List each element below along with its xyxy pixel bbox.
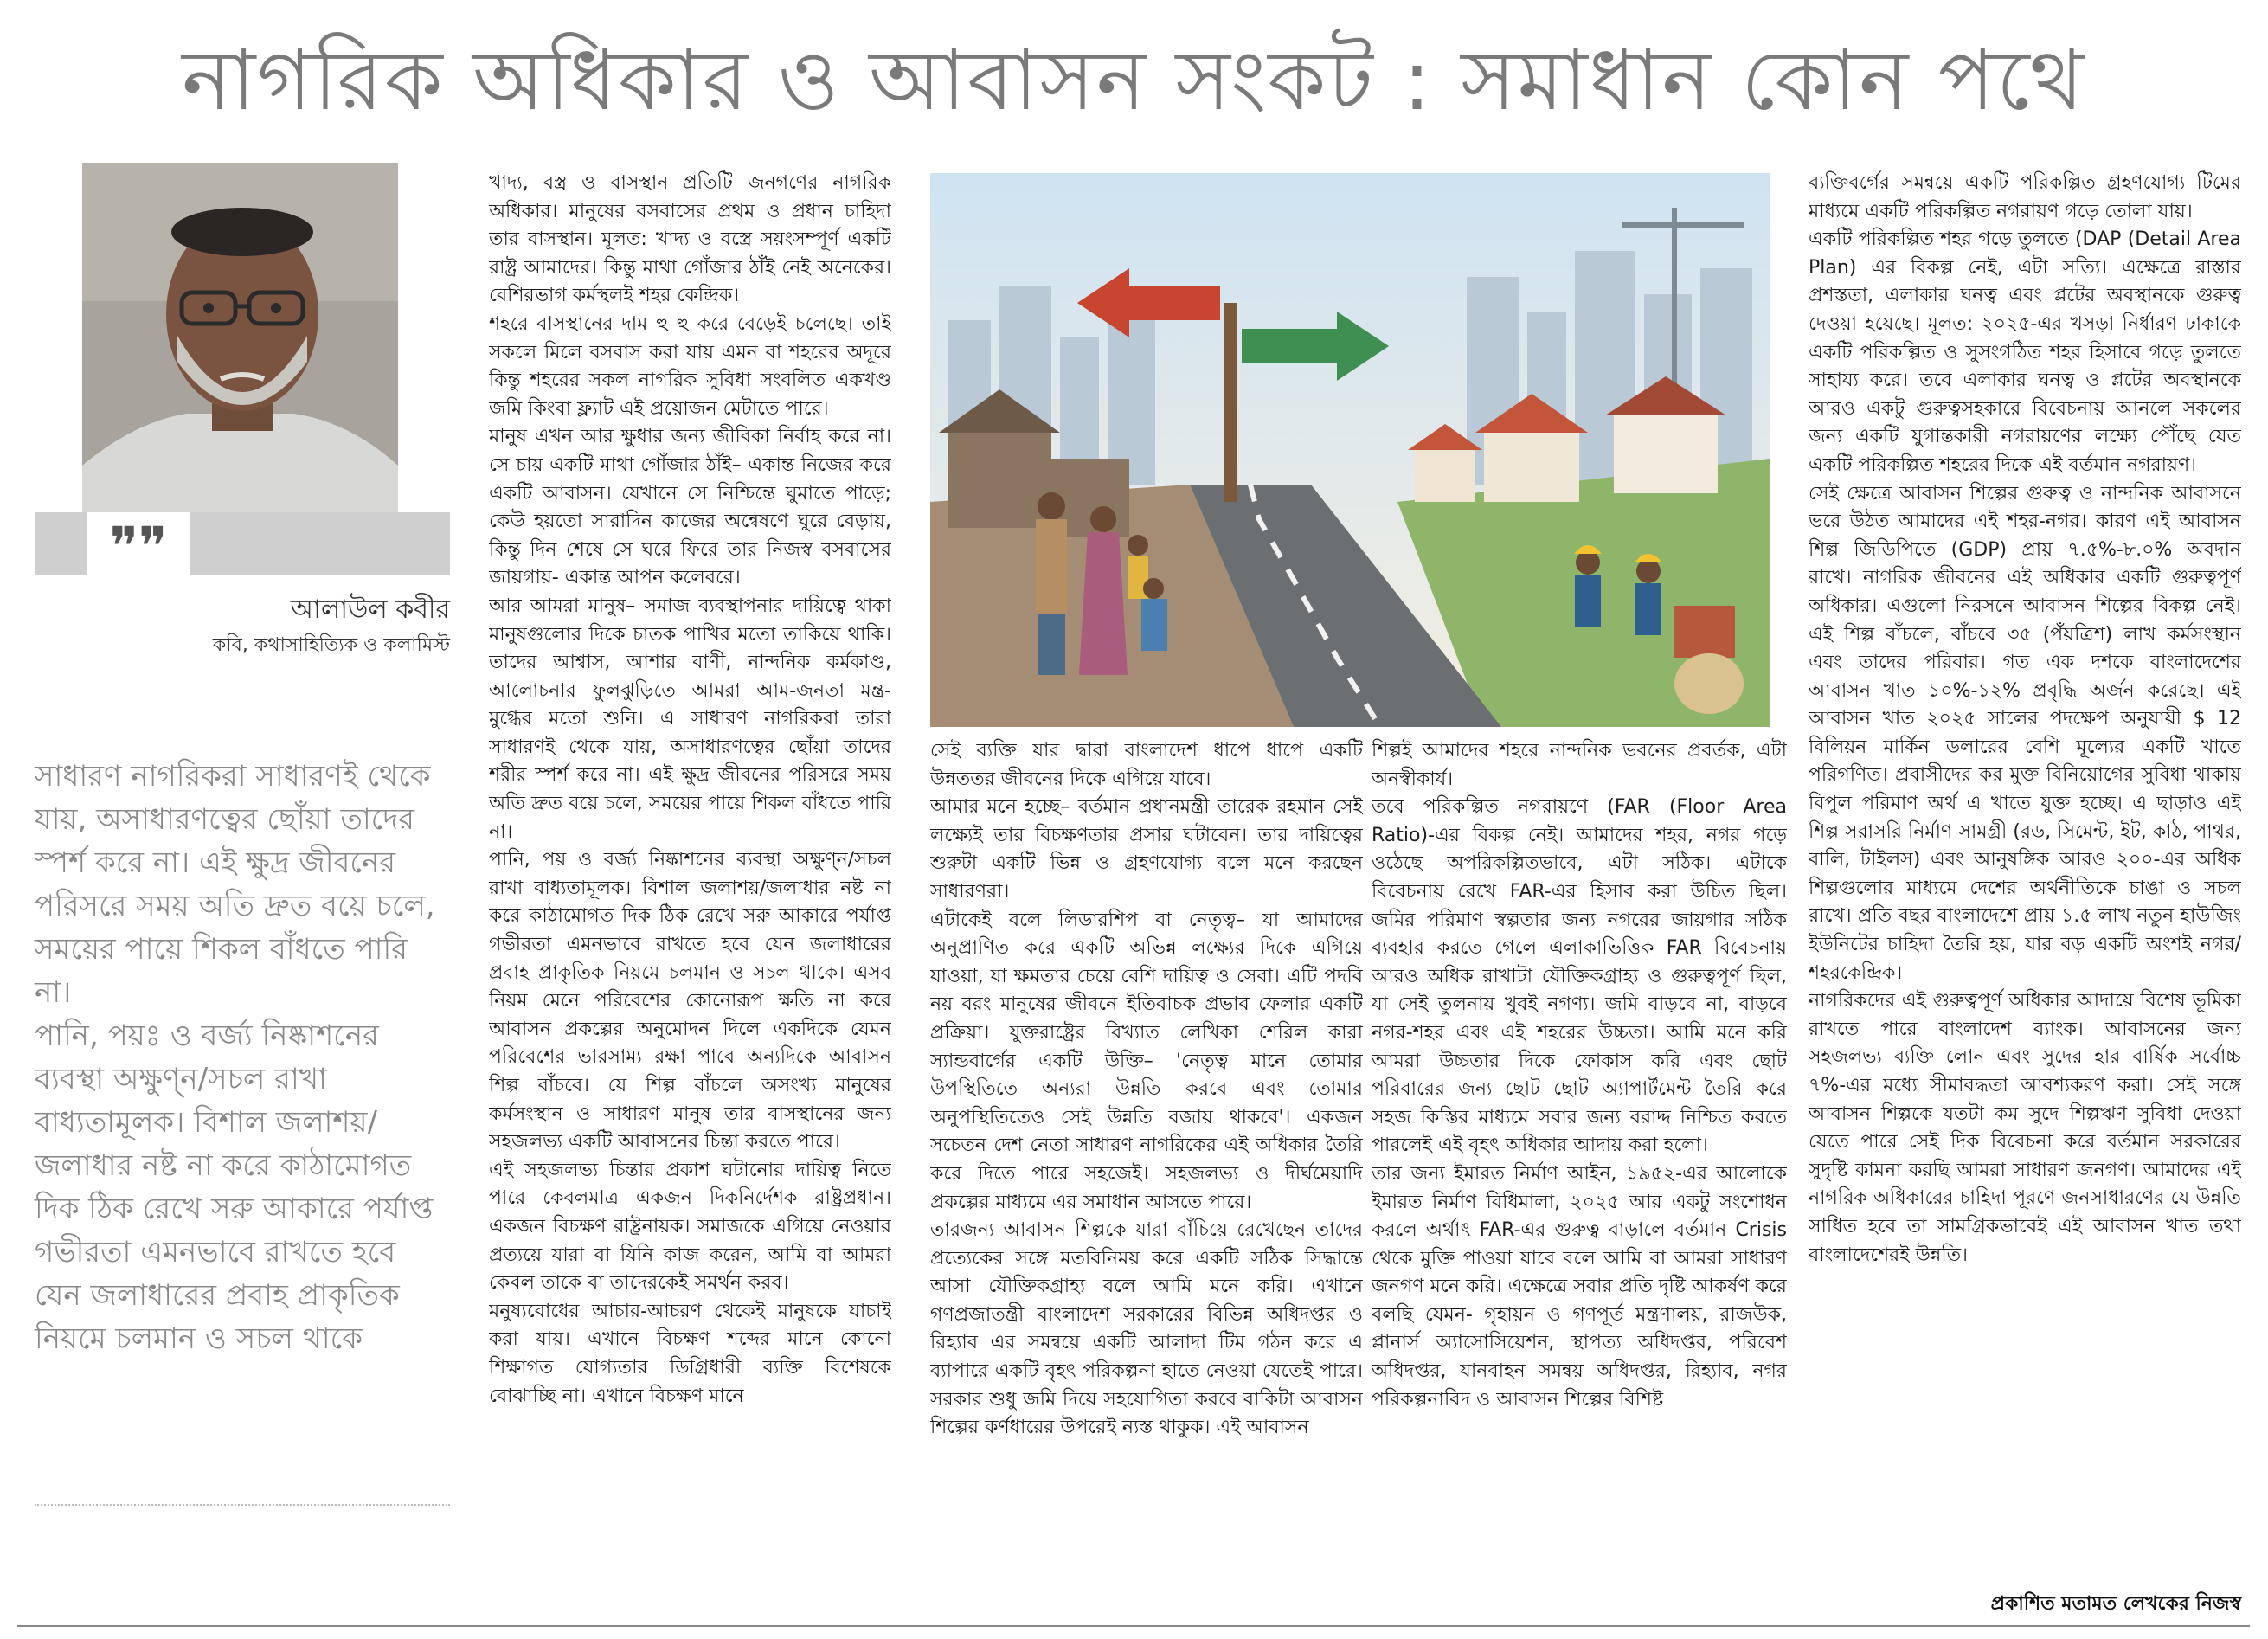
quote-band: [35, 512, 450, 578]
bottom-rule: [17, 1625, 2250, 1627]
paragraph: ব্যক্তিবর্গের সমন্বয়ে একটি পরিকল্পিত গ্রহণযোগ্য টিমের মাধ্যমে একটি পরিকল্পিত নগরায়ণ গড়ে তোলা যায়।: [1809, 172, 2241, 222]
pull-quote-paragraph: সাধারণ নাগরিকরা সাধারণই থেকে যায়, অসাধারণত্বের ছোঁয়া তাদের স্পর্শ করে না। এই ক্ষুদ্র জীবনের পরিসরে সময় অতি দ্রুত বয়ে চলে, সময়ের পায়ে শিকল বাঁধতে পারি না।: [35, 759, 435, 1010]
pull-quote-paragraph: পানি, পয়ঃ ও বর্জ্য নিষ্কাশনের ব্যবস্থা অক্ষুণ্ন/সচল রাখা বাধ্যতামূলক। বিশাল জলাশয়/জলাধার নষ্ট না করে কাঠামোগত দিক ঠিক রেখে সরু আকারে পর্যাপ্ত গভীরতা এমনভাবে রাখতে হবে যেন জলাধারের প্রবাহ প্রাকৃতিক নিয়মে চলমান ও সচল থাকে: [35, 1019, 434, 1356]
paragraph: সেই ব্যক্তি যার দ্বারা বাংলাদেশ ধাপে ধাপে একটি উন্নততর জীবনের দিকে এগিয়ে যাবে।: [930, 740, 1363, 790]
footnote: প্রকাশিত মতামত লেখকের নিজস্ব: [1990, 1593, 2241, 1615]
paragraph: শিল্পই আমাদের শহরে নান্দনিক ভবনের প্রবর্তক, এটা অনস্বীকার্য।: [1372, 740, 1787, 790]
paragraph: তারজন্য আবাসন শিল্পকে যারা বাঁচিয়ে রেখেছেন তাদের প্রত্যেকের সঙ্গে মতবিনিময় করে একটি সঠিক সিদ্ধান্তে আসা যৌক্তিকগ্রাহ্য বলে আমি মনে করি। এখানে গণপ্রজাতন্ত্রী বাংলাদেশ সরকারের বিভিন্ন অধিদপ্তর ও রিহ্যাব এর সমন্বয়ে একটি আলাদা টিম গঠন করে এ ব্যাপারে একটি বৃহৎ পরিকল্পনা হাতে নেওয়া যেতেই পারে। সরকার শুধু জমি দিয়ে সহযোগিতা করবে বাকিটা আবাসন শিল্পের কর্ণধারের উপরেই ন্যস্ত থাকুক। এই আবাসন: [930, 1219, 1363, 1439]
pull-quote: [35, 755, 441, 1360]
paragraph: শহরে বাসস্থানের দাম হু হু করে বেড়েই চলেছে। তাই সকলে মিলে বসবাস করা যায় এমন বা শহরের অদূরে কিন্তু শহরের সকল নাগরিক সুবিধা সংবলিত একখণ্ড জমি কিংবা ফ্ল্যাট এই প্রয়োজন মেটাতে পারে।: [489, 312, 891, 420]
paragraph: এই সহজলভ্য চিন্তার প্রকাশ ঘটানোর দায়িত্ব নিতে পারে কেবলমাত্র একজন দিকনির্দেশক রাষ্ট্রপ্রধান। একজন বিচক্ষণ রাষ্ট্রনায়ক। সমাজকে এগিয়ে নেওয়ার প্রত্যয়ে যারা বা যিনি কাজ করেন, আমি বা আমরা কেবল তাকে বা তাদেরকেই সমর্থন করব।: [489, 1159, 891, 1295]
article-column-3: [1372, 737, 1787, 1615]
paragraph: মনুষ্যবোধের আচার-আচরণ থেকেই মানুষকে যাচাই করা যায়। এখানে বিচক্ষণ শব্দের মানে কোনো শিক্ষাগত যোগ্যতার ডিগ্রিধারী ব্যক্তি বিশেষকে বোঝাচ্ছি না। এখানে বিচক্ষণ মানে: [489, 1300, 891, 1407]
author-designation: কবি, কথাসাহিত্যিক ও কলামিস্ট: [212, 634, 450, 656]
paragraph: মানুষ এখন আর ক্ষুধার জন্য জীবিকা নির্বাহ করে না। সে চায় একটি মাথা গোঁজার ঠাঁই– একান্ত নিজের করে একটি আবাসন। যেখানে সে নিশ্চিন্তে ঘুমাতে পাড়ে; কেউ হয়তো সারাদিন কাজের অন্বেষণে ঘুরে বেড়ায়, কিন্তু দিন শেষে সে ঘরে ফিরে তার নিজস্ব বসবাসের জায়গায়- একান্ত আপন কলেবরে।: [489, 426, 891, 589]
paragraph: খাদ্য, বস্ত্র ও বাসস্থান প্রতিটি জনগণের নাগরিক অধিকার। মানুষের বসবাসের প্রথম ও প্রধান চাহিদা তার বাসস্থান। মূলত: খাদ্য ও বস্ত্রে সয়ংসম্পূর্ণ একটি রাষ্ট্র আমাদের। কিন্তু মাথা গোঁজার ঠাঁই নেই অনেকের। বেশিরভাগ কর্মস্থলই শহর কেন্দ্রিক।: [489, 172, 891, 307]
article-column-1: [489, 170, 891, 1615]
author-name: আলাউল কবীর: [290, 595, 450, 625]
paragraph: এটাকেই বলে লিডারশিপ বা নেতৃত্ব– যা আমাদের অনুপ্রাণিত করে একটি অভিন্ন লক্ষ্যের দিকে এগিয়ে যাওয়া, যা ক্ষমতার চেয়ে বেশি দায়িত্ব ও সেবা। এটি পদবি নয় বরং মানুষের জীবনে ইতিবাচক প্রভাব ফেলার একটি প্রক্রিয়া। যুক্তরাষ্ট্রের বিখ্যাত লেখিকা শেরিল কারা স্যান্ডবার্গের একটি উক্তি– 'নেতৃত্ব মানে তোমার উপস্থিতিতে অন্যরা উন্নতি করবে এবং তোমার অনুপস্থিতিতেও সেই উন্নতি বজায় থাকবে'। একজন সচেতন দেশ নেতা সাধারণ নাগরিকের এই অধিকার তৈরি করে দিতে পারে সহজেই। সহজলভ্য ও দীর্ঘমেয়াদি প্রকল্পের মাধ্যমে এর সমাধান আসতে পারে।: [930, 909, 1363, 1213]
quote-mark-icon: ❞❞: [87, 512, 190, 575]
article-column-4: [1809, 170, 2241, 1589]
paragraph: তবে পরিকল্পিত নগরায়ণে (FAR (Floor Area Ratio)-এর বিকল্প নেই। আমাদের শহর, নগর গড়ে ওঠেছে অপরিকল্পিতভাবে, এটা সঠিক। এটাকে বিবেচনায় রেখে FAR-এর হিসাব করা উচিত ছিল। জমির পরিমাণ স্বল্পতার জন্য নগরের জায়গার সঠিক ব্যবহার করতে গেলে এলাকাভিত্তিক FAR বিবেচনায় আরও অধিক রাখাটা যৌক্তিকগ্রাহ্য ও গুরুত্বপূর্ণ ছিল, যা সেই তুলনায় খুবই নগণ্য। জমি বাড়বে না, বাড়বে নগর-শহর এবং এই শহরের উচ্চতা। আমি মনে করি আমরা উচ্চতার দিকে ফোকাস করি এবং ছোট পরিবারের জন্য ছোট ছোট অ্যাপার্টমেন্ট তৈরি করে সহজ কিস্তির মাধ্যমে সবার জন্য বরাদ্দ নিশ্চিত করতে পারলেই এই বৃহৎ অধিকার আদায় করা হলো।: [1372, 796, 1787, 1157]
paragraph: আমার মনে হচ্ছে– বর্তমান প্রধানমন্ত্রী তারেক রহমান সেই লক্ষ্যেই তার বিচক্ষণতার প্রসার ঘটাবেন। তার দায়িত্বের শুরুটা একটি ভিন্ন ও গ্রহণযোগ্য বলে মনে করছেন সাধারণরা।: [930, 796, 1363, 903]
housing-illustration: [930, 173, 1770, 727]
article-column-2: [930, 737, 1363, 1615]
paragraph: তার জন্য ইমারত নির্মাণ আইন, ১৯৫২-এর আলোকে ইমারত নির্মাণ বিধিমালা, ২০২৫ আর একটু সংশোধন করলে অর্থাৎ FAR-এর গুরুত্ব বাড়ালে বর্তমান Crisis থেকে মুক্তি পাওয়া যাবে বলে আমি বা আমরা সাধারণ জনগণ মনে করি। এক্ষেত্রে সবার প্রতি দৃষ্টি আকর্ষণ করে বলছি যেমন- গৃহায়ন ও গণপূর্ত মন্ত্রণালয়, রাজউক, প্লানার্স অ্যাসোসিয়েশন, স্থাপত্য অধিদপ্তর, পরিবেশ অধিদপ্তর, যানবাহন সমন্বয় অধিদপ্তর, রিহ্যাব, নগর পরিকল্পনাবিদ ও আবাসন শিল্পের বিশিষ্ট: [1372, 1162, 1787, 1411]
paragraph: নাগরিকদের এই গুরুত্বপূর্ণ অধিকার আদায়ে বিশেষ ভূমিকা রাখতে পারে বাংলাদেশ ব্যাংক। আবাসনের জন্য সহজলভ্য ব্যক্তি লোন এবং সুদের হার বার্ষিক সর্বোচ্চ ৭%-এর মধ্যে সীমাবদ্ধতা আবশ্যকরণ করা। সেই সঙ্গে আবাসন শিল্পকে যতটা কম সুদে শিল্পঋণ সুবিধা দেওয়া যেতে পারে সেই দিক বিবেচনা করে বর্তমান সরকারের সুদৃষ্টি কামনা করছি আমরা সাধারণ জনগণ। আমাদের এই নাগরিক অধিকারের চাহিদা পূরণে জনসাধারণের যে উন্নতি সাধিত হবে তা সামগ্রিকভাবেই এই আবাসন খাত তথা বাংলাদেশেরই উন্নতি।: [1809, 990, 2241, 1266]
paragraph: সেই ক্ষেত্রে আবাসন শিল্পের গুরুত্ব ও নান্দনিক আবাসনে ভরে উঠত আমাদের এই শহর-নগর। কারণ এই আবাসন শিল্প জিডিপিতে (GDP) প্রায় ৭.৫%-৮.০% অবদান রাখে। নাগরিক জীবনের এই অধিকার একটি গুরুত্বপূর্ণ অধিকার। এগুলো নিরসনে আবাসন শিল্পের বিকল্প নেই। এই শিল্প বাঁচলে, বাঁচবে ৩৫ (পঁয়ত্রিশ) লাখ কর্মসংস্থান এবং তাদের পরিবার। গত এক দশকে বাংলাদেশের আবাসন খাত ১০%-১২% প্রবৃদ্ধি অর্জন করেছে। এই আবাসন খাত ২০২৫ সালের পদক্ষেপ অনুযায়ী $ 12 বিলিয়ন মার্কিন ডলারের বেশি মূল্যের একটি খাতে পরিগণিত। প্রবাসীদের কর মুক্ত বিনিয়োগের সুবিধা থাকায় বিপুল পরিমাণ অর্থ এ খাতে যুক্ত হচ্ছে। এ ছাড়াও এই শিল্প সরাসরি নির্মাণ সামগ্রী (রড, সিমেন্ট, ইট, কাঠ, পাথর, বালি, টাইলস) এবং আনুষঙ্গিক আরও ২০০-এর অধিক শিল্পগুলোর মাধ্যমে দেশের অর্থনীতিকে চাঙা ও সচল রাখে। প্রতি বছর বাংলাদেশে প্রায় ১.৫ লাখ নতুন হাউজিং ইউনিটের চাহিদা তৈরি হয়, যার বড় একটি অংশই নগর/শহরকেন্দ্রিক।: [1809, 482, 2241, 984]
author-photo: [82, 163, 398, 530]
paragraph: পানি, পয় ও বর্জ্য নিষ্কাশনের ব্যবস্থা অক্ষুণ্ন/সচল রাখা বাধ্যতামূলক। বিশাল জলাশয়/জলাধার নষ্ট না করে কাঠামোগত দিক ঠিক রেখে সরু আকারে পর্যাপ্ত গভীরতা এমনভাবে রাখতে হবে যেন জলাধারের প্রবাহ প্রাকৃতিক নিয়মে চলমান ও সচল থাকে। এসব নিয়ম মেনে পরিবেশের কোনোরূপ ক্ষতি না করে আবাসন প্রকল্পের অনুমোদন দিলে একদিকে যেমন পরিবেশের ভারসাম্য রক্ষা পাবে অন্যদিকে আবাসন শিল্প বাঁচবে। যে শিল্প বাঁচলে অসংখ্য মানুষের কর্মসংস্থান ও সাধারণ মানুষ তার বাসস্থানের জন্য সহজলভ্য একটি আবাসনের চিন্তা করতে পারে।: [489, 849, 891, 1154]
paragraph: আর আমরা মানুষ– সমাজ ব্যবস্থাপনার দায়িত্বে থাকা মানুষগুলোর দিকে চাতক পাখির মতো তাকিয়ে থাকি। তাদের আশ্বাস, আশার বাণী, নান্দনিক কর্মকাণ্ড, আলোচনার ফুলঝুড়িতে আমরা আম-জনতা মন্ত্র-মুগ্ধের মতো শুনি। এ সাধারণ নাগরিকরা তারা সাধারণই থেকে যায়, অসাধারণত্বের ছোঁয়া তাদের শরীর স্পর্শ করে না। এই ক্ষুদ্র জীবনের পরিসরে সময় অতি দ্রুত বয়ে চলে, সময়ের পায়ে শিকল বাঁধতে পারি না।: [489, 595, 891, 843]
divider: [35, 1504, 450, 1506]
paragraph: একটি পরিকল্পিত শহর গড়ে তুলতে (DAP (Detail Area Plan) এর বিকল্প নেই, এটা সত্যি। এক্ষেত্রে রাস্তার প্রশস্ততা, এলাকার ঘনত্ব এবং প্লটের অবস্থানকে গুরুত্ব দেওয়া হয়েছে। মূলত: ২০২৫-এর খসড়া নির্ধারণ ঢাকাকে একটি পরিকল্পিত ও সুসংগঠিত শহর হিসাবে গড়ে তুলতে সাহায্য করে। তবে এলাকার ঘনত্ব ও প্লটের অবস্থানকে আরও একটু গুরুত্বসহকারে বিবেচনায় আনলে সকলের জন্য একটি যুগান্তকারী নগরায়ণের লক্ষ্যে পৌঁছে যেত একটি পরিকল্পিত শহরের দিকে এই বর্তমান নগরায়ণ।: [1809, 228, 2241, 476]
headline: নাগরিক অধিকার ও আবাসন সংকট : সমাধান কোন পথে: [182, 32, 2085, 129]
